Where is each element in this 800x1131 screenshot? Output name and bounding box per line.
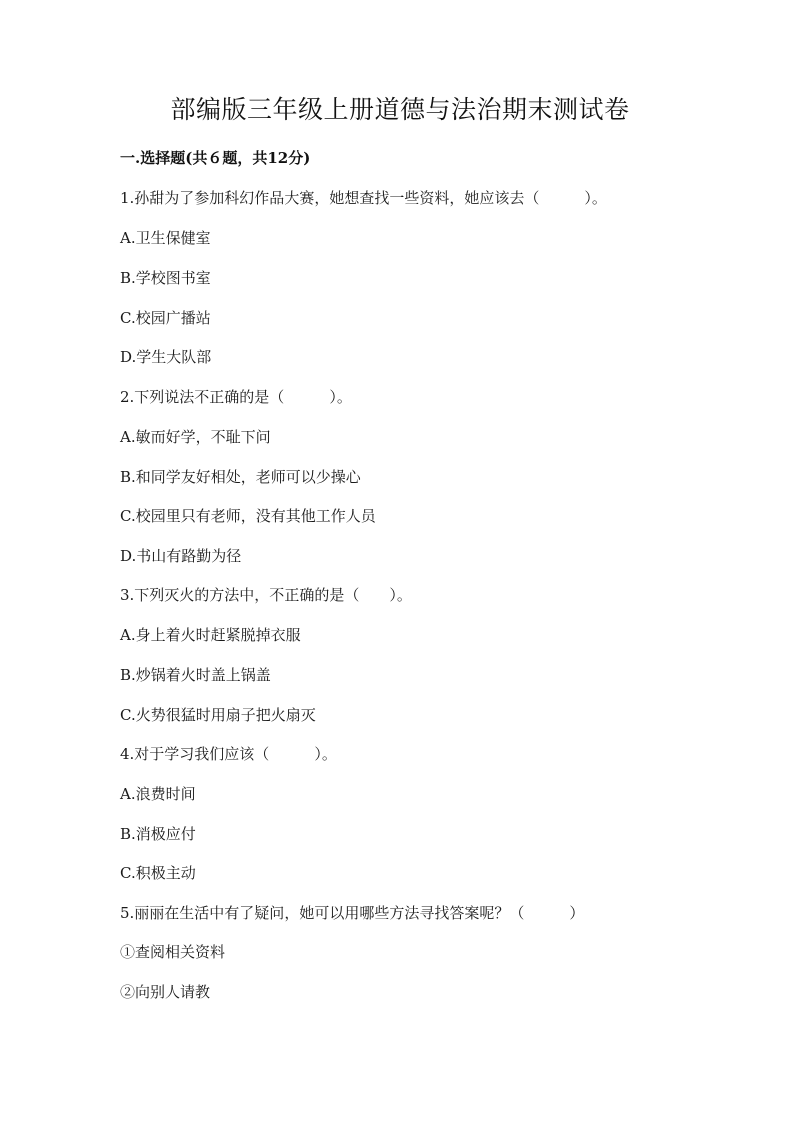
question-5-option-1: ①查阅相关资料 [120,943,226,961]
question-3-option-a: A.身上着火时赶紧脱掉衣服 [120,626,301,644]
question-3-option-c: C.火势很猛时用扇子把火扇灭 [120,706,316,724]
question-1-option-b: B.学校图书室 [120,269,211,287]
page-title: 部编版三年级上册道德与法治期末测试卷 [170,95,630,124]
question-1-option-d: D.学生大队部 [120,348,212,366]
question-5-option-2: ②向别人请教 [120,983,211,1001]
question-2-stem: 2.下列说法不正确的是（ ）。 [120,388,352,406]
question-4-option-a: A.浪费时间 [120,785,196,803]
question-1-stem: 1.孙甜为了参加科幻作品大赛，她想查找一些资料，她应该去（ ）。 [120,189,607,207]
question-4-option-c: C.积极主动 [120,864,196,882]
question-2-option-c: C.校园里只有老师，没有其他工作人员 [120,507,376,525]
question-1-option-c: C.校园广播站 [120,309,211,327]
question-2-option-b: B.和同学友好相处，老师可以少操心 [120,468,361,486]
question-2-option-d: D.书山有路勤为径 [120,547,242,565]
question-5-stem: 5.丽丽在生活中有了疑问，她可以用哪些方法寻找答案呢？（ ） [120,904,585,922]
section-heading: 一.选择题(共６题，共12分) [120,149,311,167]
question-3-stem: 3.下列灭火的方法中，不正确的是（ ）。 [120,586,412,604]
question-4-stem: 4.对于学习我们应该（ ）。 [120,745,337,763]
question-3-option-b: B.炒锅着火时盖上锅盖 [120,666,271,684]
question-1-option-a: A.卫生保健室 [120,229,211,247]
question-4-option-b: B.消极应付 [120,825,196,843]
question-2-option-a: A.敏而好学，不耻下问 [120,428,271,446]
